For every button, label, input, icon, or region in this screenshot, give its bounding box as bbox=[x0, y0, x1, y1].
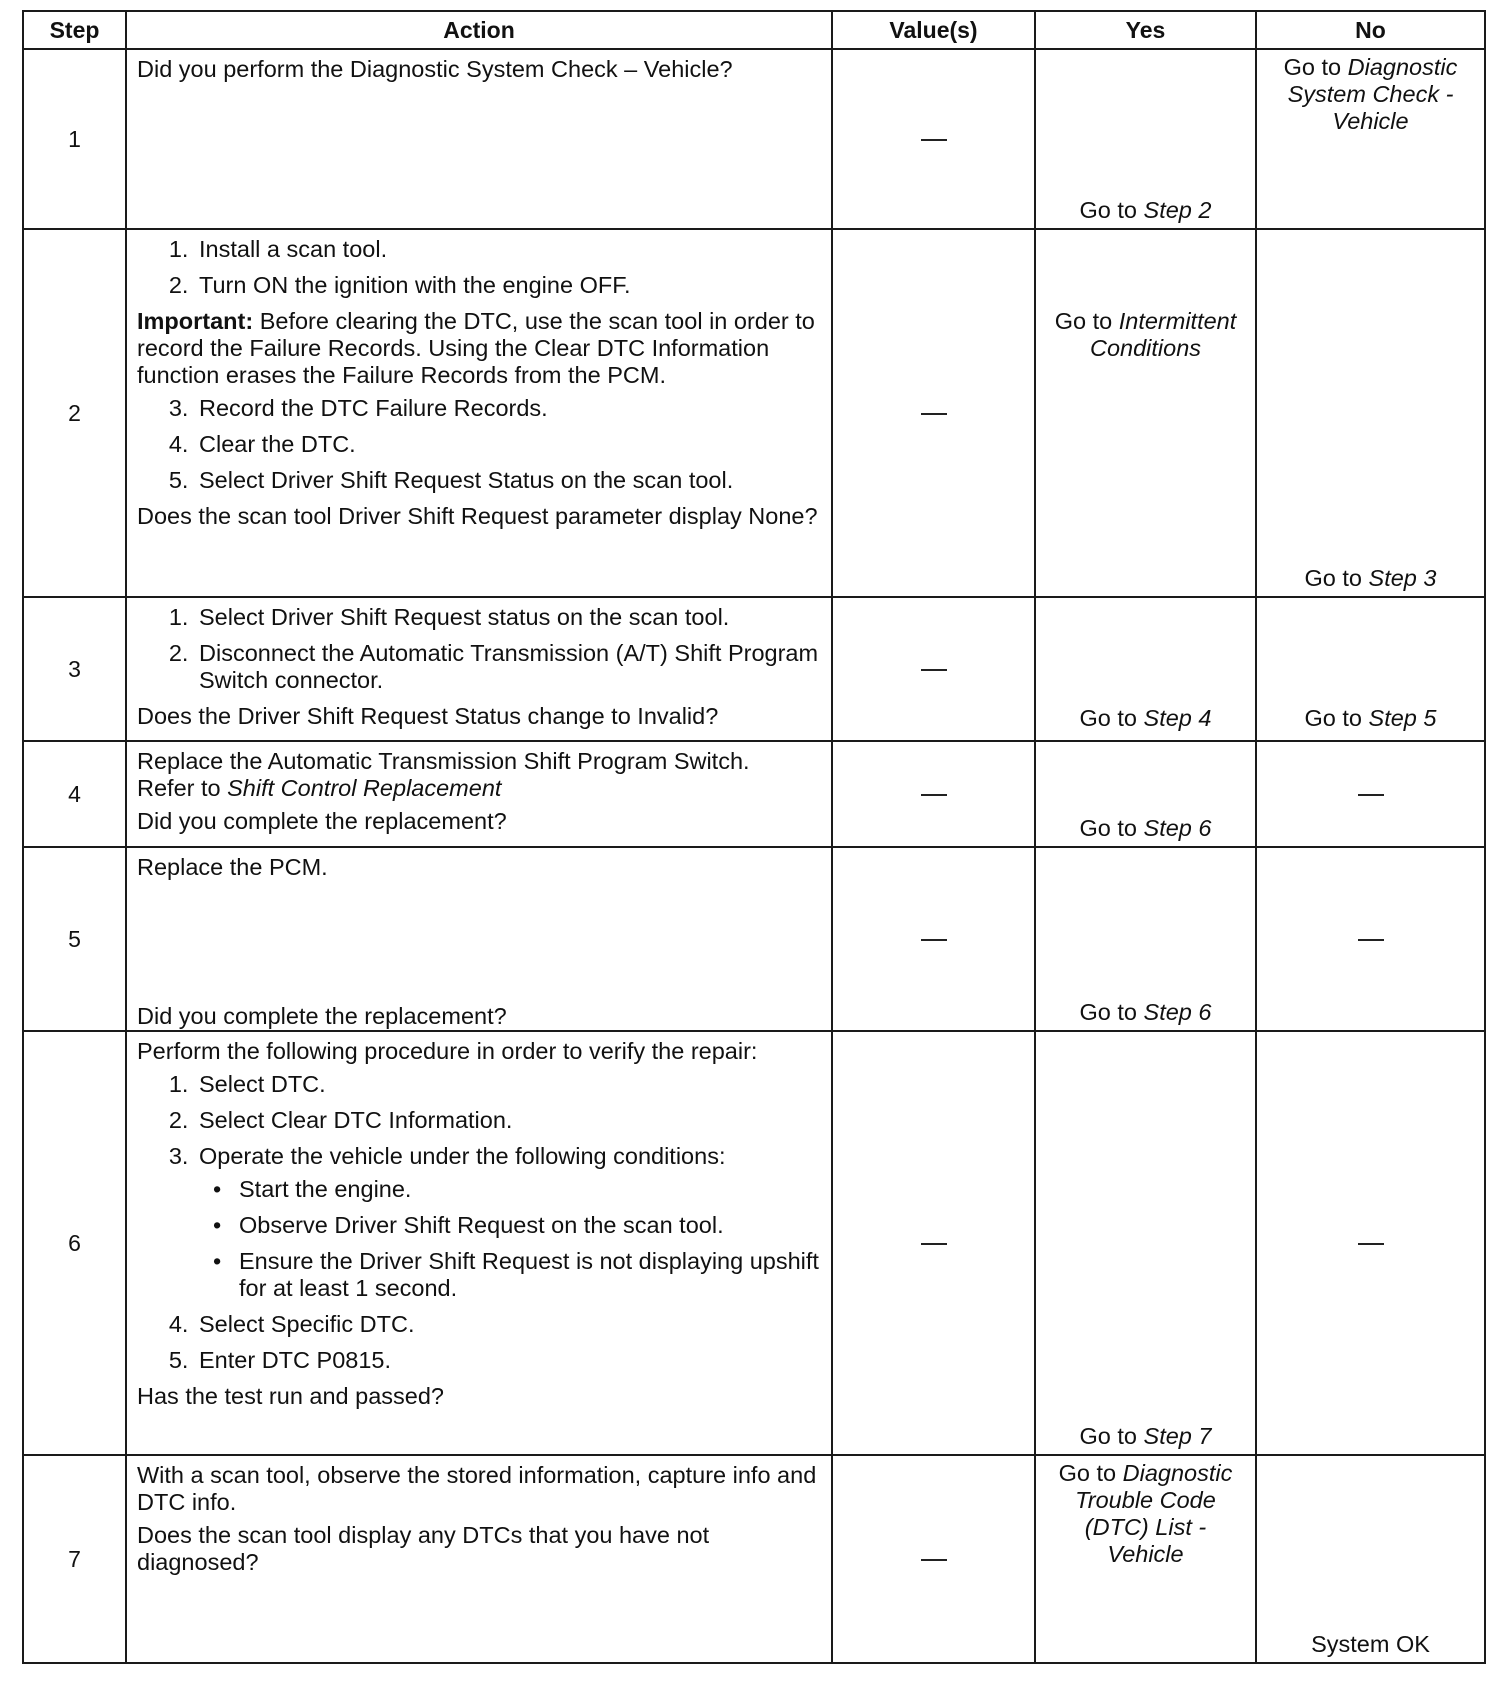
step-number: 1 bbox=[23, 49, 126, 229]
action-step: 4. Clear the DTC. bbox=[195, 431, 819, 458]
yes-link[interactable]: Go to Step 6 bbox=[1079, 999, 1212, 1025]
dash-mark bbox=[921, 669, 947, 671]
dash-mark bbox=[921, 139, 947, 141]
action-step: 5. Enter DTC P0815. bbox=[195, 1347, 819, 1374]
action-bullet: • Ensure the Driver Shift Request is not displaying upshift for at least 1 second. bbox=[235, 1248, 819, 1302]
action-step: 1. Install a scan tool. bbox=[195, 236, 819, 263]
no-cell bbox=[1256, 1031, 1485, 1455]
value-cell bbox=[832, 1031, 1035, 1455]
yes-link[interactable]: Go to Diagnostic Trouble Code (DTC) List - Vehicle bbox=[1058, 1460, 1233, 1567]
yes-cell bbox=[1035, 741, 1256, 847]
action-cell bbox=[126, 49, 832, 229]
header-no: No bbox=[1256, 11, 1485, 49]
table-row bbox=[23, 597, 1485, 741]
dash-mark bbox=[1358, 939, 1384, 941]
yes-cell bbox=[1035, 1031, 1256, 1455]
action-step: 3. Record the DTC Failure Records. bbox=[195, 395, 819, 422]
action-text: Replace the Automatic Transmission Shift Program Switch. Refer to Shift Control Replacement bbox=[137, 748, 750, 801]
yes-cell bbox=[1035, 597, 1256, 741]
action-question: Did you complete the replacement? bbox=[137, 808, 507, 834]
action-question: Did you complete the replacement? bbox=[137, 1003, 507, 1029]
action-step: 3. Operate the vehicle under the following conditions: • Start the engine. • Observe Driver Shift Request on the scan tool. • Ensure the Driver Shift Request is not displaying upshift for at least 1 second. bbox=[195, 1143, 819, 1302]
step-number: 3 bbox=[23, 597, 126, 741]
value-cell bbox=[832, 847, 1035, 1031]
action-text: Replace the PCM. bbox=[137, 854, 328, 880]
yes-link[interactable]: Go to Intermittent Conditions bbox=[1054, 308, 1237, 361]
header-step: Step bbox=[23, 11, 126, 49]
header-action: Action bbox=[126, 11, 832, 49]
action-question: Has the test run and passed? bbox=[137, 1383, 445, 1409]
yes-cell bbox=[1035, 1455, 1256, 1663]
table-row bbox=[23, 741, 1485, 847]
yes-link[interactable]: Go to Step 6 bbox=[1079, 815, 1212, 841]
action-cell bbox=[126, 229, 832, 597]
header-row bbox=[23, 11, 1485, 49]
step-number: 2 bbox=[23, 229, 126, 597]
yes-cell bbox=[1035, 847, 1256, 1031]
dash-mark bbox=[921, 939, 947, 941]
dash-mark bbox=[1358, 1243, 1384, 1245]
dash-mark bbox=[921, 1243, 947, 1245]
no-link[interactable]: Go to Step 3 bbox=[1304, 565, 1437, 591]
action-step: 1. Select DTC. bbox=[195, 1071, 819, 1098]
action-step: 2. Select Clear DTC Information. bbox=[195, 1107, 819, 1134]
dash-mark bbox=[921, 1559, 947, 1561]
no-cell bbox=[1256, 597, 1485, 741]
important-note: Important: Before clearing the DTC, use the scan tool in order to record the Failure Records. Using the Clear DTC Information function erases the Failure Records from the PCM. bbox=[137, 308, 815, 388]
header-yes: Yes bbox=[1035, 11, 1256, 49]
diagnostic-table bbox=[22, 10, 1486, 1664]
step-number: 7 bbox=[23, 1455, 126, 1663]
yes-link[interactable]: Go to Step 4 bbox=[1079, 705, 1212, 731]
action-question: Does the scan tool Driver Shift Request parameter display None? bbox=[137, 503, 818, 529]
no-link[interactable]: Go to Step 5 bbox=[1304, 705, 1437, 731]
step-number: 4 bbox=[23, 741, 126, 847]
table-row bbox=[23, 847, 1485, 1031]
no-cell bbox=[1256, 229, 1485, 597]
refer-link[interactable]: Shift Control Replacement bbox=[227, 775, 502, 801]
value-cell bbox=[832, 1455, 1035, 1663]
step-number: 6 bbox=[23, 1031, 126, 1455]
table-row bbox=[23, 229, 1485, 597]
action-text: With a scan tool, observe the stored information, capture info and DTC info. bbox=[137, 1462, 817, 1515]
action-question: Does the scan tool display any DTCs that you have not diagnosed? bbox=[137, 1522, 710, 1575]
yes-cell bbox=[1035, 229, 1256, 597]
action-bullet: • Start the engine. bbox=[235, 1176, 819, 1203]
table-row bbox=[23, 1455, 1485, 1663]
action-step: 2. Turn ON the ignition with the engine OFF. bbox=[195, 272, 819, 299]
value-cell bbox=[832, 229, 1035, 597]
action-cell bbox=[126, 847, 832, 1031]
no-link[interactable]: Go to Diagnostic System Check - Vehicle bbox=[1283, 54, 1458, 134]
value-cell bbox=[832, 49, 1035, 229]
action-step: 4. Select Specific DTC. bbox=[195, 1311, 819, 1338]
value-cell bbox=[832, 741, 1035, 847]
action-bullet: • Observe Driver Shift Request on the scan tool. bbox=[235, 1212, 819, 1239]
table-row bbox=[23, 49, 1485, 229]
action-cell bbox=[126, 1031, 832, 1455]
no-cell bbox=[1256, 1455, 1485, 1663]
action-cell bbox=[126, 741, 832, 847]
no-cell bbox=[1256, 847, 1485, 1031]
dash-mark bbox=[1358, 794, 1384, 796]
action-step: 2. Disconnect the Automatic Transmission (A/T) Shift Program Switch connector. bbox=[195, 640, 819, 694]
dash-mark bbox=[921, 413, 947, 415]
table-row bbox=[23, 1031, 1485, 1455]
value-cell bbox=[832, 597, 1035, 741]
yes-link[interactable]: Go to Step 2 bbox=[1079, 197, 1212, 223]
yes-cell bbox=[1035, 49, 1256, 229]
header-values: Value(s) bbox=[832, 11, 1035, 49]
action-question: Does the Driver Shift Request Status change to Invalid? bbox=[137, 703, 719, 729]
step-number: 5 bbox=[23, 847, 126, 1031]
yes-link[interactable]: Go to Step 7 bbox=[1079, 1423, 1212, 1449]
action-step: 1. Select Driver Shift Request status on the scan tool. bbox=[195, 604, 819, 631]
no-cell bbox=[1256, 741, 1485, 847]
action-question: Did you perform the Diagnostic System Check – Vehicle? bbox=[137, 56, 733, 82]
dash-mark bbox=[921, 794, 947, 796]
no-result: System OK bbox=[1311, 1631, 1430, 1657]
action-cell bbox=[126, 1455, 832, 1663]
action-cell bbox=[126, 597, 832, 741]
action-intro: Perform the following procedure in order to verify the repair: bbox=[137, 1038, 758, 1064]
action-step: 5. Select Driver Shift Request Status on the scan tool. bbox=[195, 467, 819, 494]
no-cell bbox=[1256, 49, 1485, 229]
